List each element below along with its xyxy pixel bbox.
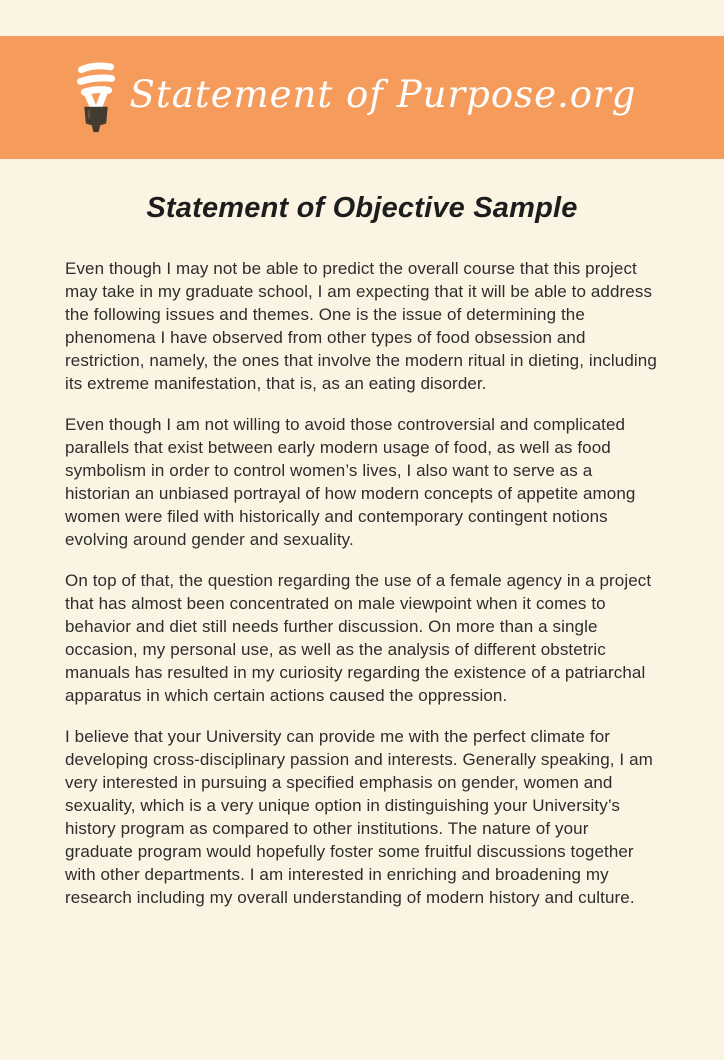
body-paragraph: Even though I am not willing to avoid those controversial and complicated parallels that exist between early modern usage of food, as well as food symbolism in order to control women’s lives, I also want to serve as a historian an unbiased portrayal of how modern concepts of appetite among women were filed with historically and contemporary contingent notions evolving around gender and sexuality. bbox=[65, 415, 636, 549]
body-paragraph: I believe that your University can provide me with the perfect climate for developing cross-disciplinary passion and interests. Generally speaking, I am very interested in pursuing a specified emphasis on gender, women and sexuality, which is a very unique option in distinguishing your University’s history program as compared to other institutions. The nature of your graduate program would hopefully foster some fruitful discussions together with other departments. I am interested in enriching and broadening my research including my overall understanding of modern history and culture. bbox=[65, 727, 653, 907]
page-title: Statement of Objective Sample bbox=[146, 192, 578, 224]
site-logo-text: Statement of Purpose.org bbox=[129, 73, 637, 116]
body-paragraph: On top of that, the question regarding the use of a female agency in a project that has almost been concentrated on male viewpoint when it comes to behavior and diet still needs further discussion. On more than a single occasion, my personal use, as well as the analysis of different obstetric manuals has resulted in my curiosity regarding the existence of a patriarchal apparatus in which certain actions caused the oppression. bbox=[65, 571, 652, 705]
site-logo[interactable] bbox=[72, 61, 637, 135]
document-body bbox=[65, 257, 659, 909]
cfl-lightbulb-icon bbox=[72, 61, 120, 135]
body-paragraph: Even though I may not be able to predict the overall course that this project may take in my graduate school, I am expecting that it will be able to address the following issues and themes. One is the issue of determining the phenomena I have observed from other types of food obsession and restriction, namely, the ones that involve the modern ritual in dieting, including its extreme manifestation, that is, as an eating disorder. bbox=[65, 259, 657, 393]
bulb-base-highlight bbox=[87, 109, 90, 118]
header-banner bbox=[0, 36, 724, 159]
